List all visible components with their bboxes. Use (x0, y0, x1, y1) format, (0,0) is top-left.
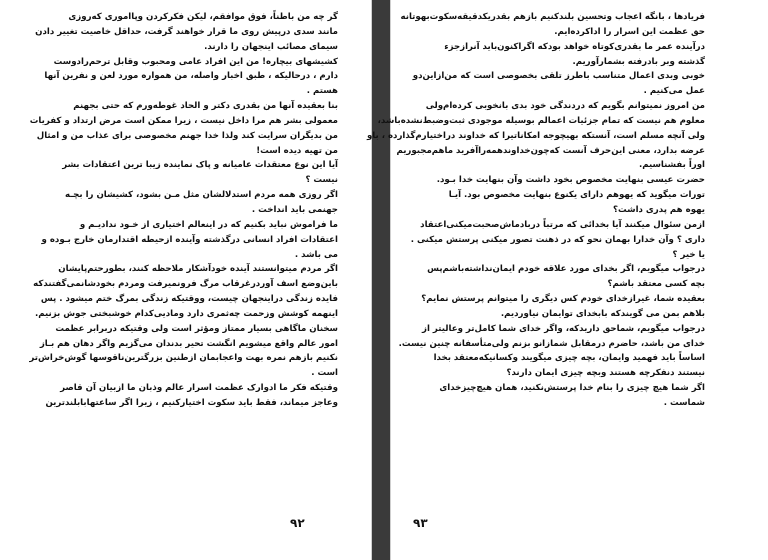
text-line: تورات میگوید که یهوهم دارای یکنوع بنهایت مخصوص بود. آیـا (448, 190, 705, 201)
text-line: بچه کسی معتقد باشم؟ (607, 279, 705, 290)
text-line: فریادها ، بانگه اعجاب وتحسین بلندکنیم بازهم بقدریکدقیقه‌سکوت‌بهوتانه (400, 12, 705, 22)
text-line: نکنیم بازهم نمره بهت واعجابمان ازطنین بزرگترین‌ناقوسها گوش‌خراش‌تر (29, 353, 338, 364)
text-line: سیمای مصائب اینجهان را دارند. (204, 41, 338, 52)
text-line: سخنان ماگاهی بسیار ممتاز ومؤثر است ولی وقتیکه دربرابر عظمت (55, 323, 338, 334)
text-line: اساساً باید فهمید وایمان، بچه چیزی میگویند وکسانیکه‌معتقد بخدا (433, 353, 705, 364)
text-line: ولی آنچه مسلم است، آنستکه بهیچوجه امکاناتیرا که خداوند دراختیارم‌گذارده ، باو (366, 130, 705, 141)
text-line: من تهیه دیده است! (256, 145, 338, 156)
text-line: حضرت عیسی بنهایت مخصوص بخود داشت وآن بنهایت خدا بـود. (436, 175, 705, 186)
text-line: درجواب میگویم، شماحق داریدکه، واگر خدای شما کامل‌تر وعالیتر از (422, 323, 705, 334)
text-line: آیا این نوع معتقدات عامیانه و پاک نماینده زیبا ترین اعتقادات بشر (62, 160, 338, 171)
text-line: ما فراموش نباید بکنیم که در اینعالم اختیاری از خـود ندادیـم و (79, 219, 338, 230)
text-line: داری ؟ وآن خدارا بهمان نحو که در ذهنت تصور میکنی پرستش میکنی . (410, 234, 705, 245)
text-line: درجواب میگویم، اگر بخدای مورد علاقه خودم ایمان‌نداشته‌باشم‌پس (427, 264, 705, 275)
text-line: مانند سدی درپیش روی ما قرار خواهند گرفت، حداقل خاصیت تغییر دادن (35, 26, 338, 37)
left-page-text (29, 10, 338, 411)
text-line: امور عالم واقع میشویم انگشت تحیر بدندان می‌گزیم واگر دهان هم بـاز (39, 338, 338, 349)
text-line: خوبی وبدی اعمال متناسب باطرز تلقی بخصوصی است که من‌ازاین‌دو (412, 71, 705, 82)
text-line: معمولی بشر هم مرا داخل نیست ، زیرا ممکن است مرض ارتداد و کفریات (29, 115, 338, 126)
text-line: فایده زندگی دراینجهان چیست، ووقتیکه زندگی بمرگ ختم میشود . پس (40, 294, 338, 305)
text-line: ازمن سئوال میکنند آیا بخدائی که مرتباً دربادماش‌صحبت‌میکنی‌اعتقاد (420, 219, 705, 230)
text-line: نیست ؟ (305, 175, 338, 186)
text-line: جهنمی باید انداخت . (251, 204, 338, 215)
left-page (0, 0, 372, 560)
text-line: شماست . (663, 397, 705, 408)
text-line: می باشد . (294, 249, 338, 260)
right-page-text (366, 10, 705, 411)
text-line: اگر مردم میتوانستند آینده خودآشکار ملاحظه کنند، بطورحتم‌پایشان (58, 264, 338, 275)
book-gutter (372, 0, 390, 560)
text-line: نیستند دنفکرچه هستند وبچه چیزی ایمان دارند؟ (506, 368, 705, 379)
text-line: عمل می‌کنیم . (643, 86, 705, 97)
text-line: است . (311, 368, 338, 379)
text-line: باین‌وضع اسف آوردرغرقاب مرگ فرونمیرفت ومردم بخودشانمی‌گفتندکه (33, 279, 338, 290)
text-line: وعاجز میماند، فقط باید سکوت اختیارکنیم ، زیرا اگر ساعتها‌بابلندترین (45, 397, 338, 408)
text-line: دارم ، درحالیکه ، طبق اخبار واصله، من همواره مورد لعن و نفرین آنها (44, 71, 338, 82)
text-line: من بدیگران سرایت کند ولذا خدا جهنم مخصوصی برای عذاب من و امثال (36, 130, 338, 141)
text-line: عرضه بدارد، معنی این‌حرف آنست که‌چون‌خداوندهمه‌را‌آفرید ماهم‌مجبوریم (396, 145, 705, 156)
text-line: وقتیکه فکر ما ادوارک عظمت اسرار عالم وذبان ما ازبیان آن قاصر (60, 383, 338, 394)
text-line: درآینده عمر ما بقدری‌کوتاه خواهد بودکه اگراکنون‌باید آنرازجزء (444, 41, 705, 52)
text-line: گذشته و‌بر بادرفته بشمارآوریم. (572, 56, 705, 67)
left-page-number: ۹۲ (290, 516, 305, 530)
text-line: اعتقادات افراد انسانی درگذشته وآینده ازحیطه اقتدارمان خارج بـوده و (41, 234, 338, 245)
text-line: بلاهم بمن می گویندکه بابخدای توایمان نیاوردیم. (500, 308, 705, 319)
text-line: معلوم هم نیست که تمام جزئیات اعمالم بوسیله موجودی ثبت‌وضبط‌نشده‌باشد، (377, 115, 705, 126)
text-line: یهوه هم پدری داشت؟ (613, 204, 705, 215)
text-line: کشیشهای بیچاره! من این افراد عامی ومحبوب وقابل ترحم‌رادوست (53, 56, 338, 67)
text-line: من امروز نمیتوانم بگویم که دردندگی خود بدی بانخوبی کرده‌ام‌ولی (425, 101, 705, 112)
text-line: اگر روزی همه مردم استدلالشان مثل مـن بشود، کشیشان را بچـه (65, 190, 338, 201)
text-line: یا خیر ؟ (672, 249, 705, 260)
right-page (366, 0, 768, 560)
text-line: بعقیده شما، غیرازخدای خودم کس دیگری را میتوانم پرستش نمایم؟ (421, 294, 705, 305)
right-page-number: ۹۳ (413, 516, 428, 530)
text-line: حق عظمت این اسرار را اداکرده‌ایم. (554, 26, 705, 37)
text-line: گر چه من باطناً، فوق موافقم، لیکن فکرکردن وپااموری که‌روزی (68, 12, 338, 22)
text-line: بنا بعقیده آنها من بقدری دکتر و الحاد غوطه‌ورم که حتی بجهنم (73, 101, 338, 112)
text-line: هستم . (306, 86, 338, 97)
text-line: اگر شما هیچ چیزی را بنام خدا پرستش‌نکنید، همان هیچ‌چیزخدای (439, 383, 705, 394)
text-line: خدای من باشد، حاضرم درمقابل شمازانو بزنم ولی‌متأسفانه چنین نیست. (398, 338, 705, 349)
text-line: اینهمه کوشش وزحمت چه‌ثمری دارد ومادیی‌کدام خوشبختی جوش بزنیم. (34, 308, 338, 319)
text-line: اوراً بفشناسیم. (638, 160, 705, 171)
